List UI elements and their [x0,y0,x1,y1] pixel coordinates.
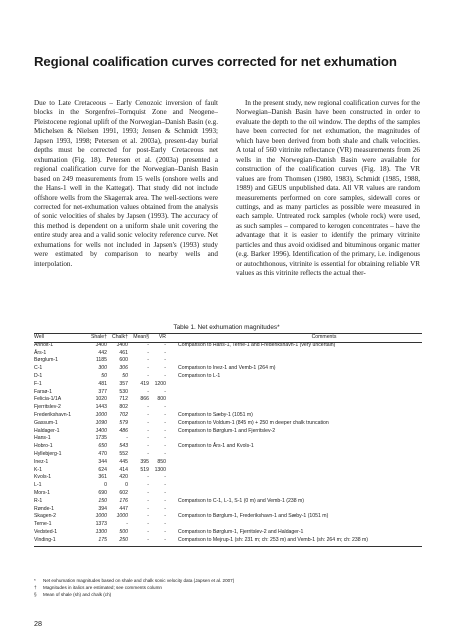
cell-vr: 1200 [154,380,166,387]
cell-shale: 175 [98,536,107,543]
cell-well: Skagen-2 [34,513,57,520]
col-header-chalk: Chalk† [111,334,128,340]
paragraph: Due to Late Cretaceous – Early Cenozoic inversion of fault blocks in the Sorgenfrei–Tornquist Zone and Neogene–Pleistocene regional uplift of the Norwegian–Danish Basin (e.g. Michelsen & Nielsen 1991, 1993; Jensen & Schmidt 1993; Japsen 1993, 1998; Petersen et al. 2003a), present-day burial depths must be corrected for post-Early Cretaceous net exhumation (Fig. 18). Petersen et al. (2003a) presented a regional coalification curve for the Norwegian–Danish Basin based on 249 measurements from 15 wells (onshore wells and the Hans-1 well in the Kattegat). That study did not include offshore wells from the Skagerrak area. The well-sections were corrected for net-exhumation values obtained from the analysis of sonic velocities of shales by Japsen (1993). The accuracy of this method is dependent on a uniform shale unit covering the entire study area and a valid sonic velocity reference curve. Net exhumations for wells not included in Japsen's (1993) study were estimated by comparison to nearby wells and interpolation. [34,99,218,268]
cell-mean: - [147,521,149,528]
cell-well: Gassum-1 [34,419,58,426]
cell-vr: 1300 [154,466,166,473]
cell-vr: - [164,450,166,457]
table-row [34,506,422,514]
table-row [34,490,422,498]
cell-well: R-1 [34,497,43,504]
cell-vr: - [164,489,166,496]
table-row [34,420,422,428]
cell-chalk: 600 [119,357,128,364]
cell-vr: - [164,427,166,434]
table-row [34,404,422,412]
cell-chalk: 552 [119,450,128,457]
table-row [34,412,422,420]
cell-vr: - [164,513,166,520]
table-header-rule [34,342,422,343]
cell-vr: - [164,482,166,489]
cell-comment: Comparison to Mejrup-1 (sh: 231 m; ch: 253 m) and Vemb-1 (sh: 264 m; ch: 238 m) [178,536,368,543]
cell-chalk: 702 [119,411,128,418]
table-row [34,357,422,365]
cell-shale: 481 [98,380,107,387]
cell-shale: 1020 [95,396,107,403]
cell-well: K-1 [34,466,42,473]
cell-shale: 1373 [95,521,107,528]
cell-mean: - [147,443,149,450]
cell-mean: - [147,388,149,395]
col-header-well: Well [34,334,44,340]
cell-well: Inez-1 [34,458,49,465]
cell-well: Felicia-1/1A [34,396,62,403]
cell-chalk: - [126,521,128,528]
cell-comment [166,467,422,475]
cell-chalk: 530 [119,388,128,395]
cell-vr: - [164,372,166,379]
cell-shale: 624 [98,466,107,473]
cell-well: Hans-1 [34,435,51,442]
exhumation-table [34,334,422,545]
cell-mean: 395 [140,458,149,465]
cell-mean: - [147,341,149,348]
cell-comment: Comparison to Hans-1, Terne-1 and Frederikshavn-1 (very uncertain) [178,341,336,348]
cell-comment [166,404,422,412]
cell-vr: - [164,419,166,426]
cell-chalk: 802 [119,404,128,411]
cell-mean: - [147,419,149,426]
section-title: Regional coalification curves corrected for net exhumation [34,54,397,69]
cell-comment [166,381,422,389]
cell-mean: - [147,474,149,481]
table-bottom-rule [34,546,422,547]
cell-comment [166,521,422,529]
table-row [34,389,422,397]
cell-comment [166,482,422,490]
cell-vr: 850 [157,458,166,465]
cell-well: Terne-1 [34,521,52,528]
cell-mean: - [147,505,149,512]
cell-vr: - [164,474,166,481]
cell-shale: 300 [98,365,107,372]
cell-shale: 1735 [95,435,107,442]
cell-mean: - [147,513,149,520]
cell-vr: - [164,349,166,356]
cell-chalk: 445 [119,458,128,465]
cell-shale: 470 [98,450,107,457]
cell-well: Rønde-1 [34,505,55,512]
cell-comment [166,459,422,467]
table-row [34,513,422,521]
cell-shale: 1300 [95,528,107,535]
cell-comment [166,506,422,514]
table-row [34,443,422,451]
cell-chalk: 447 [119,505,128,512]
table-row [34,350,422,358]
cell-shale: 50 [101,372,107,379]
cell-mean: 519 [140,466,149,473]
cell-vr: - [164,528,166,535]
footnote: § Mean of shale (sh) and chalk (ch) [34,592,112,597]
cell-vr: - [164,404,166,411]
cell-vr: - [164,388,166,395]
left-text-column [34,99,218,269]
cell-comment [166,435,422,443]
table-row [34,396,422,404]
table-footnotes [34,577,234,598]
cell-shale: 1400 [95,427,107,434]
cell-shale: 442 [98,349,107,356]
cell-shale: 1400 [95,341,107,348]
cell-mean: - [147,349,149,356]
cell-vr: - [164,435,166,442]
cell-vr: - [164,443,166,450]
cell-well: Hobro-1 [34,443,53,450]
table-row [34,373,422,381]
cell-shale: 650 [98,443,107,450]
col-header-mean: Mean§ [133,334,149,340]
cell-vr: - [164,505,166,512]
cell-shale: 1000 [95,513,107,520]
cell-shale: 1443 [95,404,107,411]
cell-mean: 866 [140,396,149,403]
table-row [34,342,422,350]
page-number: 28 [34,619,42,628]
cell-comment: Comparison to Sæby-1 (1051 m) [178,411,253,418]
cell-shale: 344 [98,458,107,465]
cell-well: Vinding-1 [34,536,56,543]
cell-shale: 1000 [95,411,107,418]
cell-chalk: 1000 [116,513,128,520]
cell-comment [166,357,422,365]
cell-shale: 690 [98,489,107,496]
cell-well: Farsø-1 [34,388,52,395]
cell-well: Kvols-1 [34,474,52,481]
table-row [34,435,422,443]
cell-chalk: 250 [119,536,128,543]
cell-mean: - [147,357,149,364]
col-header-vr: VR [158,334,166,340]
cell-well: L-1 [34,482,42,489]
right-text-column [236,99,420,279]
col-header-comments: Comments [311,334,337,340]
cell-chalk: 500 [119,528,128,535]
cell-well: D-1 [34,372,43,379]
cell-vr: - [164,536,166,543]
cell-chalk: 543 [119,443,128,450]
cell-mean: - [147,497,149,504]
table-row [34,381,422,389]
cell-chalk: 176 [119,497,128,504]
cell-chalk: 0 [125,482,128,489]
cell-chalk: 712 [119,396,128,403]
cell-well: Haldager-1 [34,427,60,434]
cell-chalk: 306 [119,365,128,372]
cell-vr: - [164,411,166,418]
cell-mean: - [147,528,149,535]
table-row [34,537,422,545]
cell-mean: - [147,404,149,411]
cell-mean: - [147,372,149,379]
cell-chalk: 1400 [116,341,128,348]
paragraph: In the present study, new regional coalification curves for the Norwegian–Danish Basin have been constructed in order to evaluate the depth to the oil window. The depths of the samples have been corrected for net exhumation, the magnitudes of which have been derived from both shale and chalk velocities. A total of 560 vitrinite reflectance (VR) measurements from 26 wells in the Norwegian–Danish Basin were available for construction of the coalification curves (Fig. 18). The VR values are from Thomsen (1980, 1983), Schmidt (1985, 1988, 1989) and GEUS unpublished data. All VR values are random measurements performed on core samples, sidewall cores or cuttings, and as many particles as possible were measured in each sample. Untreated rock samples (whole rock) were used, as such samples – compared to kerogen concentrates – have the advantage that it is easier to identify the primary vitrinite particles and thus avoid oxidised and bituminous organic matter (e.g. Barker 1996). Identification of the primary, i.e. indigenous or autochthonous, vitrinite is essential for obtaining reliable VR values as this vitrinite reflects the actual ther- [236,99,420,278]
cell-comment [166,350,422,358]
cell-comment: Comparison to C-1, L-1, S-1 (0 m) and Vemb-1 (238 m) [178,497,304,504]
cell-comment [166,490,422,498]
cell-vr: - [164,497,166,504]
cell-mean: 419 [140,380,149,387]
cell-chalk: 486 [119,427,128,434]
cell-well: F-1 [34,380,42,387]
cell-well: Fjerritslev-2 [34,404,61,411]
cell-chalk: 579 [119,419,128,426]
cell-chalk: 50 [122,372,128,379]
cell-comment [166,474,422,482]
cell-comment: Comparison to Voldum-1 (845 m) + 250 m deeper chalk truncation [178,419,329,426]
table-row [34,365,422,373]
cell-vr: 800 [157,396,166,403]
cell-mean: - [147,482,149,489]
cell-comment: Comparison to Børglum-1, Frederikshavn-1 and Sæby-1 (1051 m) [178,513,329,520]
cell-vr: - [164,521,166,528]
cell-comment [166,451,422,459]
table-row [34,428,422,436]
table-row [34,474,422,482]
cell-well: Børglum-1 [34,357,58,364]
cell-comment: Comparison to L-1 [178,372,221,379]
cell-mean: - [147,435,149,442]
cell-chalk: 414 [119,466,128,473]
cell-well: Mors-1 [34,489,50,496]
cell-chalk: 602 [119,489,128,496]
cell-chalk: 357 [119,380,128,387]
cell-vr: - [164,341,166,348]
cell-comment: Comparison to Inez-1 and Vemb-1 (264 m) [178,365,276,372]
table-row [34,459,422,467]
cell-vr: - [164,357,166,364]
cell-mean: - [147,536,149,543]
cell-comment: Comparison to Børglum-1, Fjerritslev-2 and Haldager-1 [178,528,304,535]
cell-well: Anholt-1 [34,341,54,348]
table-row [34,467,422,475]
cell-comment: Comparison to Års-1 and Kvols-1 [178,443,254,450]
cell-well: Hyllebjerg-1 [34,450,62,457]
cell-shale: 394 [98,505,107,512]
cell-well: Vedsted-1 [34,528,58,535]
col-header-shale: Shale† [90,334,107,340]
table-row [34,521,422,529]
footnote: † Magnitudes in italics are estimated; see comments column [34,585,162,590]
cell-shale: 1090 [95,419,107,426]
table-row [34,498,422,506]
table-caption: Table 1. Net exhumation magnitudes* [173,324,280,331]
cell-shale: 361 [98,474,107,481]
cell-chalk: 461 [119,349,128,356]
cell-comment: Comparison to Børglum-1 and Fjerritslev-2 [178,427,276,434]
cell-comment [166,389,422,397]
cell-chalk: - [126,435,128,442]
cell-comment [166,396,422,404]
cell-vr: - [164,365,166,372]
cell-mean: - [147,411,149,418]
footnote: * Net exhumation magnitudes based on shale and chalk sonic velocity data (Japsen et al. 2007) [34,578,235,583]
table-row [34,529,422,537]
cell-mean: - [147,365,149,372]
cell-shale: 1185 [95,357,107,364]
table-row [34,482,422,490]
cell-mean: - [147,450,149,457]
cell-well: C-1 [34,365,43,372]
cell-shale: 150 [98,497,107,504]
cell-shale: 0 [104,482,107,489]
cell-mean: - [147,427,149,434]
cell-well: Års-1 [34,349,47,356]
table-row [34,451,422,459]
cell-mean: - [147,489,149,496]
cell-shale: 377 [98,388,107,395]
cell-chalk: 420 [119,474,128,481]
cell-well: Frederikshavn-1 [34,411,72,418]
